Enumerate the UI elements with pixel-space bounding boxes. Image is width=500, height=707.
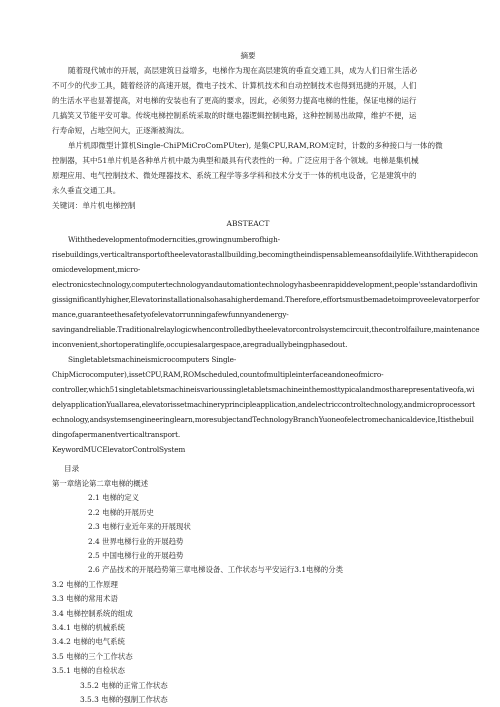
toc-title: 目录: [64, 464, 80, 473]
toc-item: 2.5 中国电梯行业的开展趋势: [88, 551, 184, 560]
abstract-cn-title: 摘要: [240, 51, 256, 60]
abstract-en-line: delyapplicationYuallarea,elevatorissetmachineryprincipleapplication,andelectriccontroltechnology,andmicroprocessort: [52, 400, 475, 409]
toc-item: 3.5.2 电梯的正常工作状态: [80, 680, 168, 690]
abstract-en-line: mance,guaranteethesafetyofelevatorrunningafewfunnyandenergy-: [52, 310, 289, 319]
abstract-en-line: savingandreliable.Traditionalrelaylogicwhencontrolledbytheelevatorcontrolsystemcircuit,thecontrolfailure,maintenance: [52, 325, 480, 334]
abstract-cn-line: 不可少的代步工具，随着经济的高速开展，微电子技术、计算机技术和自动控制技术也得到迅捷的开展，人们: [52, 81, 417, 90]
toc-item: 3.5.1 电梯的自检状态: [52, 666, 125, 676]
abstract-en-line: ChipMicrocomputer),issetCPU,RAM,ROMscheduled,countofmultipleinterfaceandoneofmicro-: [52, 370, 384, 379]
toc-item: 3.4.2 电梯的电气系统: [52, 637, 125, 647]
toc-item: 3.2 电梯的工作原理: [52, 579, 118, 589]
abstract-en-line: omicdevelopment,micro-: [52, 265, 141, 274]
abstract-en-line: dingofapermanentverticaltransport.: [52, 430, 181, 439]
abstract-en-line: gissignificantlyhigher,Elevatorinstallationalsohasahigherdemand.Therefore,effortsmustbemadetoimproveelevatorperfor: [52, 295, 480, 304]
abstract-cn-line: 永久垂直交通工具。: [52, 186, 121, 195]
abstract-cn-line: 单片机即微型计算机Single-ChiPMiCroComPUter), 是集CPU,RAM,ROM定时，计数的多种接口与一体的微: [68, 141, 443, 150]
toc-item: 2.2 电梯的开展历史: [88, 507, 154, 517]
abstract-en-line: Withthedevelopmentofmoderncities,growingnumberofhigh-: [68, 235, 280, 244]
abstract-en-title: ABSTEACT: [226, 219, 270, 228]
toc-item: 3.4 电梯控制系统的组成: [52, 608, 133, 618]
abstract-cn-line: 原理应用、电气控制技术、微处理器技术、系统工程学等多学科和技术分支于一体的机电设备，它是建筑中的: [52, 171, 417, 180]
keywords-en: KeywordMUCElevatorControlSystem: [52, 445, 186, 454]
toc-item: 第一章绪论第二章电梯的概述: [52, 479, 149, 488]
abstract-en-line: risebuildings,verticaltransportoftheelevatorastallbuilding,becomingtheindispensablemeansofdailylife.Withtherapidecon: [52, 250, 478, 259]
abstract-en-line: electronicstechnology,computertechnologyandautomationtechnologyhasbeenrapiddevelopment,people'sstandardoflivin: [52, 280, 478, 289]
abstract-cn-line: 控制器，其中51单片机是各种单片机中最为典型和最具有代表性的一种。广泛应用于各个领域。电梯是集机械: [52, 156, 419, 165]
toc-item: 3.4.1 电梯的机械系统: [52, 623, 125, 632]
toc-item: 3.3 电梯的常用术语: [52, 594, 118, 604]
toc-item: 2.1 电梯的定义: [88, 493, 140, 503]
abstract-cn-line: 的生活水平也显著提高，对电梯的安装也有了更高的要求，因此，必须努力提高电梯的性能，保证电梯的运行: [52, 96, 417, 105]
abstract-en-line: Singletabletsmachineismicrocomputers Single-: [68, 355, 237, 364]
toc-item: 3.5.3 电梯的强制工作状态: [80, 695, 168, 704]
keywords-cn: 关键词：单片机电梯控制: [52, 201, 136, 210]
toc-item: 2.3 电梯行业近年来的开展现状: [88, 522, 191, 532]
abstract-en-line: inconvenient,shortoperatinglife,occupiesalargespace,aregraduallybeingphasedout.: [52, 340, 348, 349]
abstract-en-line: controller,which51singletabletsmachineisvarioussingletabletsmachineinthemosttypicalandmostharepresentativeofa,wi: [52, 385, 475, 394]
abstract-cn-line: 随着现代城市的开展，高层建筑日益增多，电梯作为现在高层建筑的垂直交通工具，成为人们日常生活必: [68, 66, 418, 75]
toc-item: 2.6 产品技术的开展趋势第三章电梯设备、工作状态与平安运行3.1电梯的分类: [88, 565, 343, 575]
abstract-cn-line: 几搞笑又节能平安可靠。传统电梯控制系统采取的时继电器逻辑控制电路，这种控制易出故障，维护不便，运: [52, 111, 417, 120]
toc-item: 3.5 电梯的三个工作状态: [52, 651, 133, 661]
abstract-en-line: echnology,andsystemsengineeringlearn,moresubjectandTechnologyBranchYuoneofelectromechanicaldevice,Itisthebuil: [52, 415, 474, 424]
toc-item: 2.4 世界电梯行业的开展趋势: [88, 536, 184, 546]
abstract-cn-line: 行寿命短，占地空间大，正逐渐被淘汰。: [52, 126, 189, 135]
